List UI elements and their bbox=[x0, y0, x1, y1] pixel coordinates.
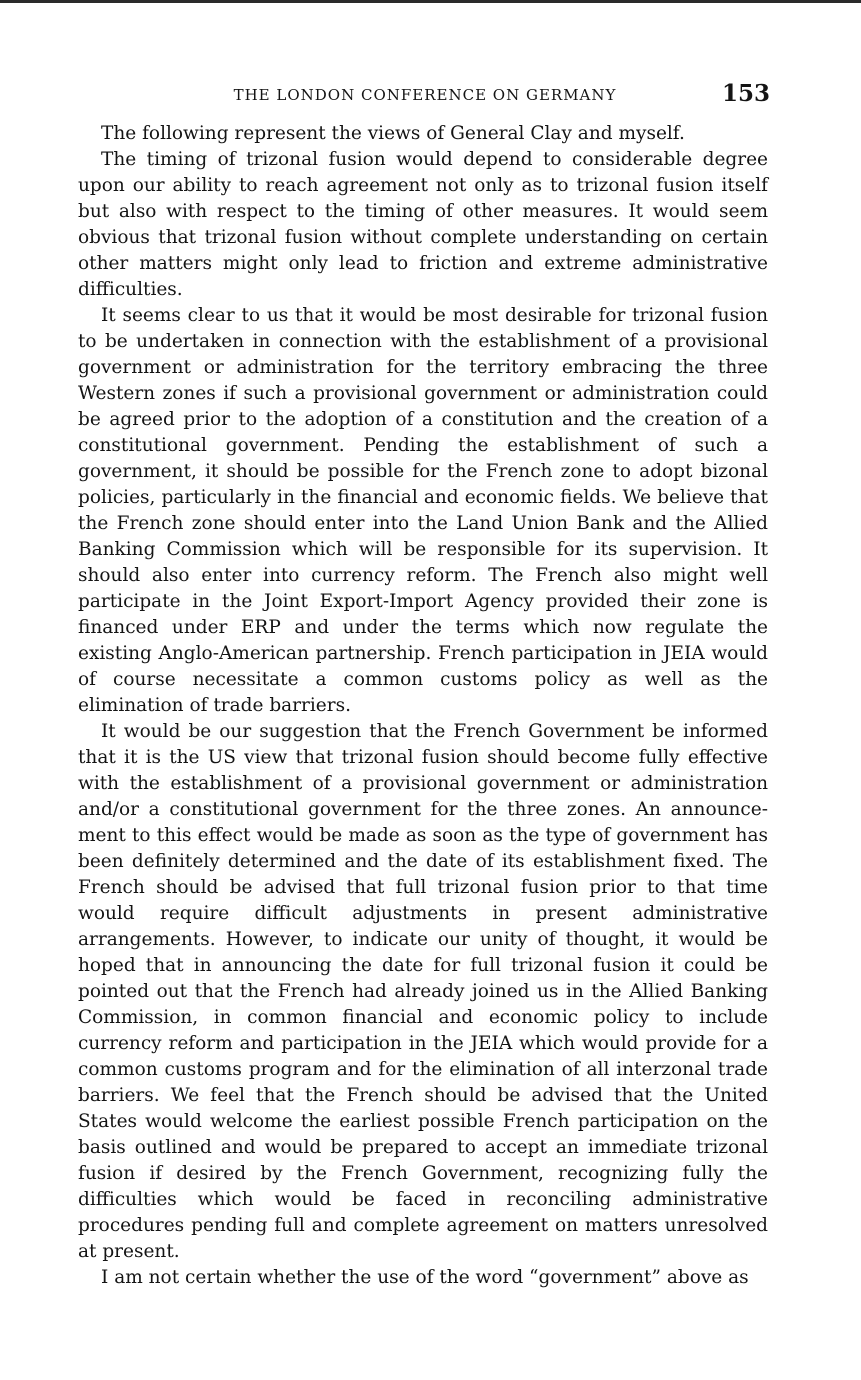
running-head bbox=[80, 82, 770, 108]
page-number: 153 bbox=[721, 80, 770, 107]
running-title: THE LONDON CONFERENCE ON GERMANY bbox=[233, 86, 617, 104]
paragraph-timing: The timing of trizonal fusion would depend to considerable degree upon our ability to reach agreement not only as to trizonal fusion itself but also with respect to the timing of other measures. It would seem obvious that trizonal fusion without complete understanding on certain other matters might only lead to friction and extreme administrative difficulties. bbox=[78, 149, 768, 300]
paragraph-provisional-government: It seems clear to us that it would be most desirable for trizonal fusion to be undertaken in connection with the establishment of a provisional government or administration for the territory embracing the three Western zones if such a provisional government or administration could be agreed prior to the adoption of a constitution and the creation of a constitutional government. Pending the establishment of such a government, it should be possible for the French zone to adopt bizonal policies, particularly in the financial and economic fields. We believe that the French zone should enter into the Land Union Bank and the Allied Banking Commission which will be responsible for its supervision. It should also enter into currency reform. The French also might well participate in the Joint Export-Import Agency provided their zone is financed under ERP and under the terms which now regulate the existing Anglo-American partnership. French participation in JEIA would of course necessitate a common customs policy as well as the elimination of trade barriers. bbox=[78, 305, 768, 716]
paragraph-suggestion: It would be our suggestion that the French Government be informed that it is the US view that trizonal fusion should become fully effective with the establishment of a provisional government or administration and/or a constitutional government for the three zones. An announcement to this effect would be made as soon as the type of government has been definitely determined and the date of its establishment fixed. The French should be advised that full trizonal fusion prior to that time would require difficult adjustments in present administrative arrangements. However, to indicate our unity of thought, it would be hoped that in announcing the date for full trizonal fusion it could be pointed out that the French had already joined us in the Allied Banking Commission, in common financial and economic policy to include currency reform and participation in the JEIA which would provide for a common customs program and for the elimination of all interzonal trade barriers. We feel that the French should be advised that the United States would welcome the earliest possible French participation on the basis outlined and would be prepared to accept an immediate trizonal fusion if desired by the French Government, recognizing fully the difficulties which would be faced in reconciling administrative procedures pending full and complete agreement on matters unresolved at present. bbox=[78, 721, 768, 1262]
paragraph-views: The following represent the views of General Clay and myself. bbox=[101, 123, 685, 144]
paragraph-government-word: I am not certain whether the use of the word “government” above as bbox=[101, 1267, 749, 1288]
body-text bbox=[78, 121, 768, 1291]
